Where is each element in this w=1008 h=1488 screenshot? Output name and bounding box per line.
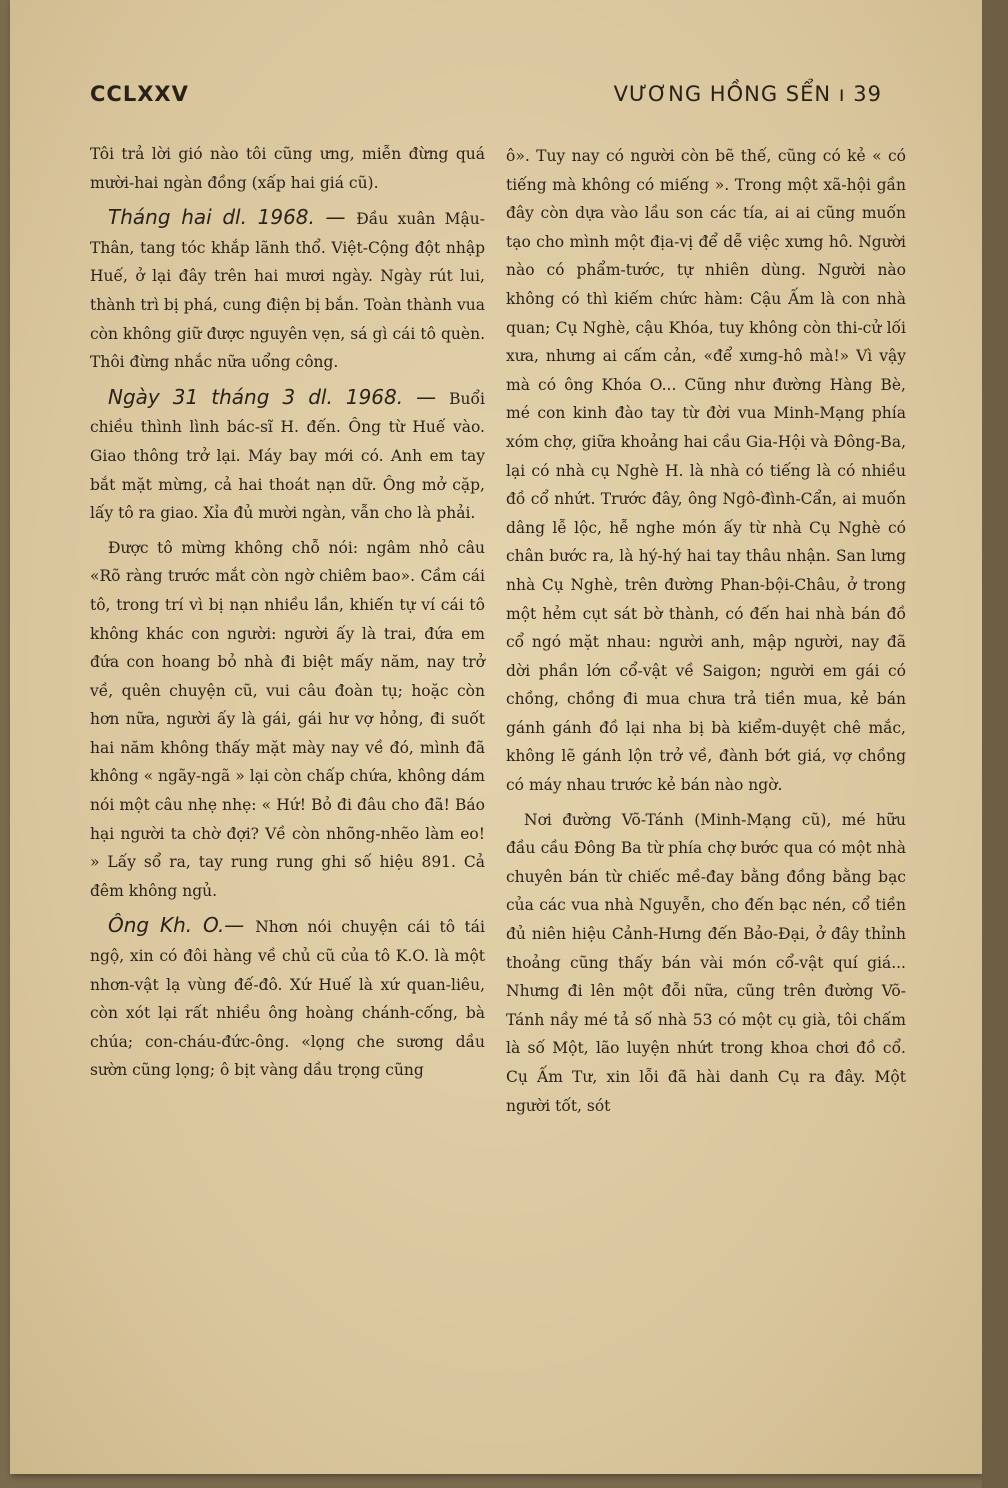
- paragraph: [90, 911, 485, 1085]
- right-column: [506, 142, 906, 1120]
- paragraph-text: Nhơn nói chuyện cái tô tái ngộ, xin có đôi hàng về chủ cũ của tô K.O. là một nhơn-vật lạ vùng đế-đô. Xứ Huế là xứ quan-liêu, còn xót lại rất nhiều ông hoàng chánh-cống, bà chúa; con-cháu-đức-ông. «lọng che sương dầu sườn cũng lọng; ô bịt vàng dầu trọng cũng: [90, 918, 485, 1080]
- paragraph-text: Đầu xuân Mậu-Thân, tang tóc khắp lãnh thổ. Việt-Cộng đột nhập Huế, ở lại đây trên hai mươi ngày. Ngày rút lui, thành trì bị phá, cung điện bị bắn. Toàn thành vua còn không giữ được nguyên vẹn, sá gì cái tô quèn. Thôi đừng nhắc nữa uổng công.: [90, 210, 485, 372]
- paragraph: [90, 534, 485, 906]
- paragraph-text: Được tô mừng không chỗ nói: ngâm nhỏ câu «Rõ ràng trước mắt còn ngờ chiêm bao». Cầm cái tô, trong trí vì bị nạn nhiều lần, khiến tự ví cái tô không khác con người: người ấy là trai, đứa em đứa con hoang bỏ nhà đi biệt mấy năm, nay trở về, quên chuyện cũ, vui câu đoàn tụ; hoặc còn hơn nữa, người ấy là gái, gái hư vợ hỏng, đi suốt hai năm không thấy mặt mày nay về đó, mình đã không « ngãy-ngã » lại còn chấp chứa, không dám nói một câu nhẹ nhẹ: « Hứ! Bỏ đi đâu cho đã! Báo hại người ta chờ đợi? Về còn nhõng-nhẽo làm eo! » Lấy sổ ra, tay rung rung ghi số hiệu 891. Cả đêm không ngủ.: [90, 538, 485, 900]
- chapter-number: CCLXXV: [90, 82, 189, 106]
- paragraph: [90, 140, 485, 197]
- paragraph-text: Nơi đường Võ-Tánh (Minh-Mạng cũ), mé hữu đầu cầu Đông Ba từ phía chợ bước qua có một nhà chuyên bán từ chiếc mề-đay bằng đồng bằng bạc của các vua nhà Nguyễn, cho đến bạc nén, cổ tiền đủ niên hiệu Cảnh-Hưng đến Bảo-Đại, ở đây thỉnh thoảng cũng thấy bán vài món cổ-vật quí giá... Nhưng đi lên một đỗi nữa, cũng trên đường Võ-Tánh nầy mé tả số nhà 53 có một cụ già, tôi chấm là số Một, lão luyện nhứt trong khoa chơi đồ cổ. Cụ Ấm Tư, xin lỗi đã hài danh Cụ ra đây. Một người tốt, sót: [506, 810, 906, 1115]
- running-title-page-number: VƯƠNG HỒNG SỂN ı 39: [613, 82, 882, 106]
- paragraph: [90, 203, 485, 377]
- entry-date: Ngày 31 tháng 3 dl. 1968. —: [108, 384, 450, 409]
- page-header: [90, 82, 882, 116]
- paragraph: [506, 142, 906, 800]
- paragraph-text: ô». Tuy nay có người còn bẽ thế, cũng có kẻ « có tiếng mà không có miếng ». Trong một xã-hội gần đây còn dựa vào lầu son các tía, ai ai cũng muốn tạo cho mình một địa-vị để dễ việc xưng hô. Người nào có phẩm-tước, tự nhiên dùng. Người nào không có thì kiếm chức hàm: Cậu Ấm là con nhà quan; Cụ Nghè, cậu Khóa, tuy không còn thi-cử lối xưa, nhưng ai cấm cản, «để xưng-hô mà!» Vì vậy mà có ông Khóa O... Cũng như đường Hàng Bè, mé con kinh đào tay từ đời vua Minh-Mạng phía xóm chợ, giữa khoảng hai cầu Gia-Hội và Đông-Ba, lại có nhà cụ Nghè H. là nhà có tiếng là có nhiều đồ cổ nhứt. Trước đây, ông Ngô-đình-Cẩn, ai muốn dâng lễ lộc, hễ nghe món ấy từ nhà Cụ Nghè có chân bước ra, là hý-hý hai tay thâu nhận. San lưng nhà Cụ Nghè, trên đường Phan-bội-Châu, ở trong một hẻm cụt sát bờ thành, có đến hai nhà bán đồ cổ ngó mặt nhau: người anh, mập người, nay đã dời phần lớn cổ-vật về Saigon; người em gái có chồng, chồng đi mua chưa trả tiền mua, kẻ bán gánh gánh đồ lại nha bị bà kiểm-duyệt chê mắc, không lẽ gánh lộn trở về, đành bớt giá, vợ chồng có máy nhau trước kẻ bán nào ngờ.: [506, 147, 906, 795]
- entry-date: Tháng hai dl. 1968. —: [108, 205, 357, 230]
- book-page: [10, 0, 982, 1474]
- paragraph-text: Buổi chiều thình lình bác-sĩ H. đến. Ông từ Huế vào. Giao thông trở lại. Máy bay mới có. Anh em tay bắt mặt mừng, cả hai thoát nạn dữ. Ông mở cặp, lấy tô ra giao. Xỉa đủ mười ngàn, vẫn cho là phải.: [90, 389, 485, 523]
- entry-heading: Ông Kh. O.—: [108, 913, 256, 938]
- paragraph-text: Tôi trả lời gió nào tôi cũng ưng, miễn đừng quá mười-hai ngàn đồng (xấp hai giá cũ).: [90, 145, 485, 192]
- paragraph: [506, 806, 906, 1121]
- left-column: [90, 140, 485, 1085]
- background-edge: [982, 0, 1008, 1488]
- paragraph: [90, 383, 485, 528]
